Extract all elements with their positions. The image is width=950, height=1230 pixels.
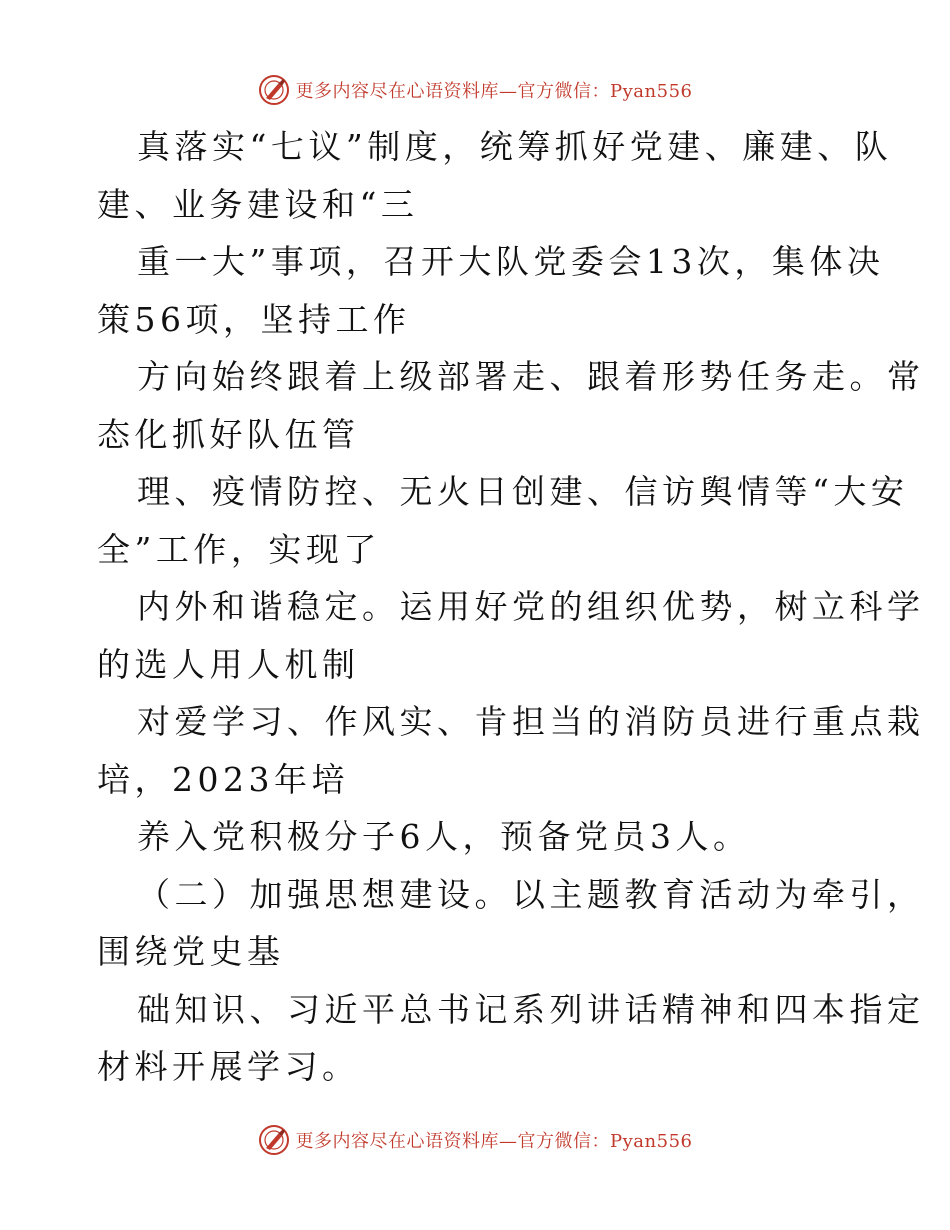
text-line: 对爱学习、作风实、肯担当的消防员进行重点栽: [137, 702, 925, 741]
text-line: 础知识、习近平总书记系列讲话精神和四本指定: [137, 989, 925, 1029]
text-line: 重一大”事项，召开大队党委会13次，集体决: [137, 242, 885, 281]
footer-watermark: [0, 1120, 950, 1160]
text-line: 培，2023年培: [97, 759, 349, 799]
text-line: 理、疫情防控、无火日创建、信访舆情等“大安: [137, 472, 909, 511]
pen-nib-circle-icon: [258, 1124, 290, 1156]
text-line: 建、业务建设和“三: [97, 184, 419, 224]
text-line: 的选人用人机制: [97, 644, 360, 684]
text-line: 材料开展学习。: [97, 1047, 360, 1086]
watermark-text: 更多内容尽在心语资料库—官方微信：Pyan556: [295, 1131, 693, 1152]
text-line: 内外和谐稳定。运用好党的组织优势，树立科学: [137, 587, 925, 626]
header-watermark: [0, 70, 950, 110]
text-line: 方向始终跟着上级部署走、跟着形势任务走。常: [137, 357, 925, 396]
body-paragraph: [97, 118, 925, 1096]
text-line: 养入党积极分子6人，预备党员3人。: [137, 817, 751, 856]
watermark-text: 更多内容尽在心语资料库—官方微信：Pyan556: [295, 81, 693, 102]
pen-nib-circle-icon: [258, 74, 290, 106]
text-line: 态化抓好队伍管: [97, 414, 360, 454]
text-line: 全”工作，实现了: [97, 529, 381, 569]
text-line: （二）加强思想建设。以主题教育活动为牵引，: [137, 874, 925, 914]
text-line: 真落实“七议”制度，统筹抓好党建、廉建、队: [137, 127, 893, 166]
text-line: 围绕党史基: [97, 932, 285, 971]
text-line: 策56项，坚持工作: [97, 299, 411, 339]
